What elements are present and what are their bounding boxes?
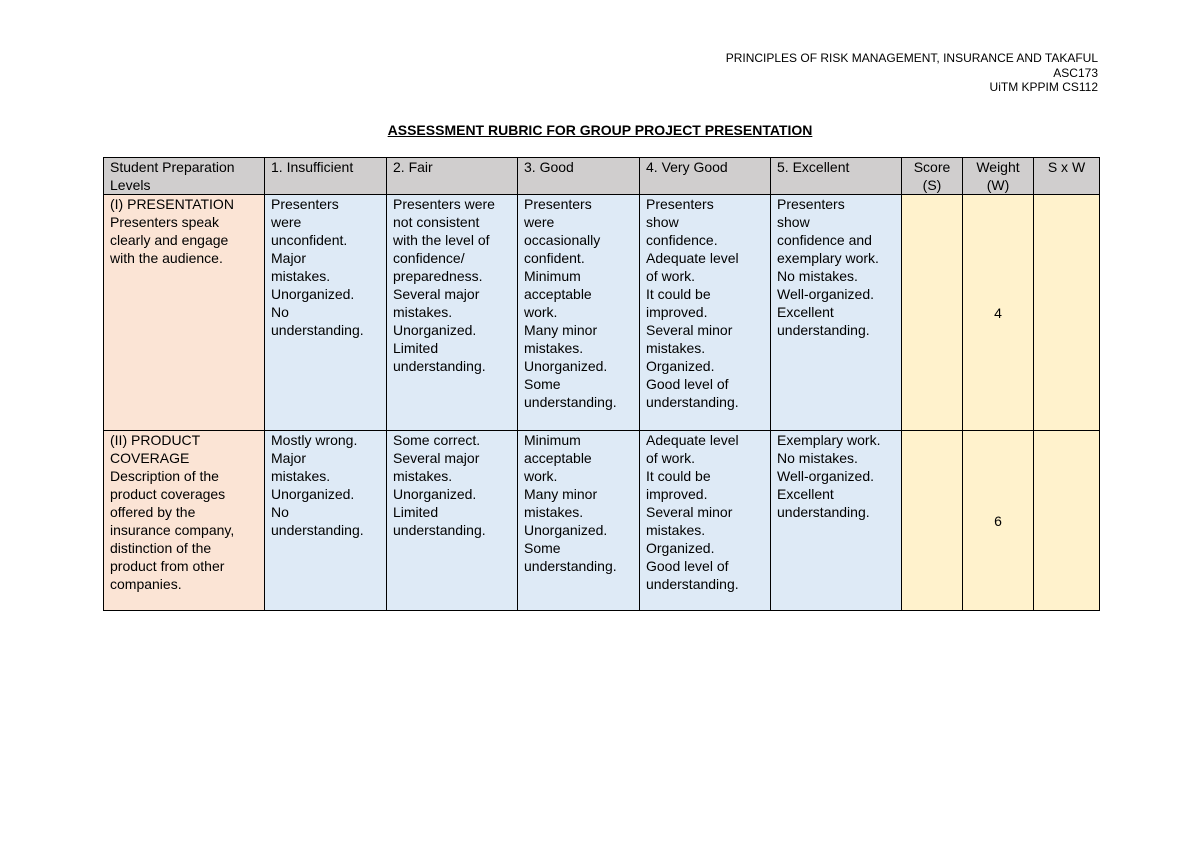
table-row xyxy=(104,195,1100,431)
cell-text-line: Minimum xyxy=(524,432,581,448)
cell-text-line: Many minor xyxy=(524,322,598,338)
cell-text-line: understanding. xyxy=(777,322,870,338)
cell-text-line: Minimum xyxy=(524,268,581,284)
cell-text-line: Unorganized. xyxy=(393,486,477,502)
cell-text-line: mistakes. xyxy=(646,522,706,538)
cell-text-line: confident. xyxy=(524,250,585,266)
cell-text-line: Some correct. xyxy=(393,432,481,448)
weight-cell: 6 xyxy=(963,431,1034,611)
course-title: PRINCIPLES OF RISK MANAGEMENT, INSURANCE AND TAKAFUL xyxy=(725,51,1098,65)
cell-text-line: mistakes. xyxy=(524,504,584,520)
cell-text-line: It could be xyxy=(646,286,711,302)
cell-text-line: It could be xyxy=(646,468,711,484)
cell-text-line: show xyxy=(646,214,679,230)
cell-text-line: Good level of xyxy=(646,558,729,574)
sxw-cell[interactable] xyxy=(1034,431,1100,611)
cell-text-line: mistakes. xyxy=(524,340,584,356)
score-cell[interactable] xyxy=(902,195,963,431)
header-level-5: 5. Excellent xyxy=(771,158,902,195)
cell-text-line: Some xyxy=(524,376,561,392)
cell-text-line: Presenters xyxy=(646,196,714,212)
header-level-2: 2. Fair xyxy=(387,158,518,195)
cell-text-line: Exemplary work. xyxy=(777,432,881,448)
weight-cell: 4 xyxy=(963,195,1034,431)
level-3-cell xyxy=(518,431,640,611)
cell-text-line: Presenters xyxy=(524,196,592,212)
cell-text-line: confidence and xyxy=(777,232,872,248)
cell-text-line: mistakes. xyxy=(271,268,331,284)
cell-text-line: understanding. xyxy=(271,522,364,538)
cell-text-line: of work. xyxy=(646,268,696,284)
sxw-cell[interactable] xyxy=(1034,195,1100,431)
level-5-cell xyxy=(771,195,902,431)
cell-text-line: COVERAGE xyxy=(110,450,190,466)
cell-text-line: Several major xyxy=(393,450,480,466)
header-sxw: S x W xyxy=(1034,158,1100,195)
cell-text-line: with the audience. xyxy=(110,250,223,266)
cell-text-line: Several major xyxy=(393,286,480,302)
cell-text-line: No xyxy=(271,304,289,320)
table-row xyxy=(104,431,1100,611)
level-3-cell xyxy=(518,195,640,431)
level-1-cell xyxy=(265,195,387,431)
cell-text-line: understanding. xyxy=(271,322,364,338)
cell-text-line: Well-organized. xyxy=(777,468,875,484)
cell-text-line: show xyxy=(777,214,810,230)
cell-text-line: understanding. xyxy=(646,394,739,410)
cell-text-line: Organized. xyxy=(646,358,715,374)
cell-text-line: Several minor xyxy=(646,504,733,520)
cell-text-line: product from other xyxy=(110,558,225,574)
cell-text-line: were xyxy=(271,214,302,230)
criterion-cell xyxy=(104,195,265,431)
level-4-cell xyxy=(640,195,771,431)
cell-text-line: improved. xyxy=(646,486,708,502)
cell-text-line: Unorganized. xyxy=(524,358,608,374)
cell-text-line: Major xyxy=(271,450,307,466)
cell-text-line: exemplary work. xyxy=(777,250,879,266)
cell-text-line: confidence/ xyxy=(393,250,465,266)
header-level-4: 4. Very Good xyxy=(640,158,771,195)
cell-text-line: Presenters were xyxy=(393,196,495,212)
cell-text-line: preparedness. xyxy=(393,268,483,284)
cell-text-line: Presenters xyxy=(271,196,339,212)
cell-text-line: Excellent xyxy=(777,486,834,502)
cell-text-line: distinction of the xyxy=(110,540,212,556)
cell-text-line: Good level of xyxy=(646,376,729,392)
cell-text-line: Major xyxy=(271,250,307,266)
cell-text-line: understanding. xyxy=(524,394,617,410)
cell-text-line: (I) PRESENTATION xyxy=(110,196,234,212)
cell-text-line: Many minor xyxy=(524,486,598,502)
criterion-cell xyxy=(104,431,265,611)
cell-text-line: understanding. xyxy=(393,522,486,538)
cell-text-line: Adequate level xyxy=(646,432,739,448)
header-level-3: 3. Good xyxy=(518,158,640,195)
cell-text-line: Mostly wrong. xyxy=(271,432,358,448)
header-criteria: Student Preparation Levels xyxy=(104,158,265,195)
level-2-cell xyxy=(387,195,518,431)
cell-text-line: companies. xyxy=(110,576,182,592)
cell-text-line: Limited xyxy=(393,340,439,356)
rubric-table xyxy=(103,157,1100,611)
cell-text-line: mistakes. xyxy=(393,304,453,320)
cell-text-line: understanding. xyxy=(393,358,486,374)
cell-text-line: Limited xyxy=(393,504,439,520)
cell-text-line: product coverages xyxy=(110,486,226,502)
cell-text-line: Well-organized. xyxy=(777,286,875,302)
document-header xyxy=(726,51,1098,95)
cell-text-line: Unorganized. xyxy=(524,522,608,538)
cell-text-line: work. xyxy=(524,468,558,484)
cell-text-line: were xyxy=(524,214,555,230)
cell-text-line: work. xyxy=(524,304,558,320)
cell-text-line: with the level of xyxy=(393,232,490,248)
cell-text-line: clearly and engage xyxy=(110,232,229,248)
cell-text-line: occasionally xyxy=(524,232,601,248)
level-2-cell xyxy=(387,431,518,611)
cell-text-line: offered by the xyxy=(110,504,196,520)
cell-text-line: acceptable xyxy=(524,286,592,302)
page-title: ASSESSMENT RUBRIC FOR GROUP PROJECT PRESENTATION xyxy=(387,122,813,138)
cell-text-line: understanding. xyxy=(524,558,617,574)
level-5-cell xyxy=(771,431,902,611)
cell-text-line: Organized. xyxy=(646,540,715,556)
cell-text-line: Unorganized. xyxy=(271,286,355,302)
cell-text-line: of work. xyxy=(646,450,696,466)
course-code: ASC173 xyxy=(1053,65,1098,80)
cell-text-line: Unorganized. xyxy=(393,322,477,338)
cell-text-line: insurance company, xyxy=(110,522,235,538)
cell-text-line: mistakes. xyxy=(646,340,706,356)
cell-text-line: Adequate level xyxy=(646,250,739,266)
cell-text-line: No xyxy=(271,504,289,520)
cell-text-line: understanding. xyxy=(777,504,870,520)
cell-text-line: mistakes. xyxy=(393,468,453,484)
cell-text-line: Presenters xyxy=(777,196,845,212)
cell-text-line: Some xyxy=(524,540,561,556)
cell-text-line: Excellent xyxy=(777,304,834,320)
header-level-1: 1. Insufficient xyxy=(265,158,387,195)
header-score: Score (S) xyxy=(902,158,963,195)
cell-text-line: Unorganized. xyxy=(271,486,355,502)
cell-text-line: Presenters speak xyxy=(110,214,219,230)
cell-text-line: No mistakes. xyxy=(777,450,858,466)
cell-text-line: (II) PRODUCT xyxy=(110,432,201,448)
table-header-row xyxy=(104,158,1100,195)
cell-text-line: unconfident. xyxy=(271,232,348,248)
cell-text-line: No mistakes. xyxy=(777,268,858,284)
header-weight: Weight (W) xyxy=(963,158,1034,195)
score-cell[interactable] xyxy=(902,431,963,611)
cell-text-line: confidence. xyxy=(646,232,718,248)
cell-text-line: Several minor xyxy=(646,322,733,338)
cell-text-line: Description of the xyxy=(110,468,219,484)
cell-text-line: acceptable xyxy=(524,450,592,466)
cell-text-line: improved. xyxy=(646,304,708,320)
level-4-cell xyxy=(640,431,771,611)
cell-text-line: understanding. xyxy=(646,576,739,592)
cell-text-line: not consistent xyxy=(393,214,480,230)
cell-text-line: mistakes. xyxy=(271,468,331,484)
institution-code: UiTM KPPIM CS112 xyxy=(989,80,1098,94)
level-1-cell xyxy=(265,431,387,611)
